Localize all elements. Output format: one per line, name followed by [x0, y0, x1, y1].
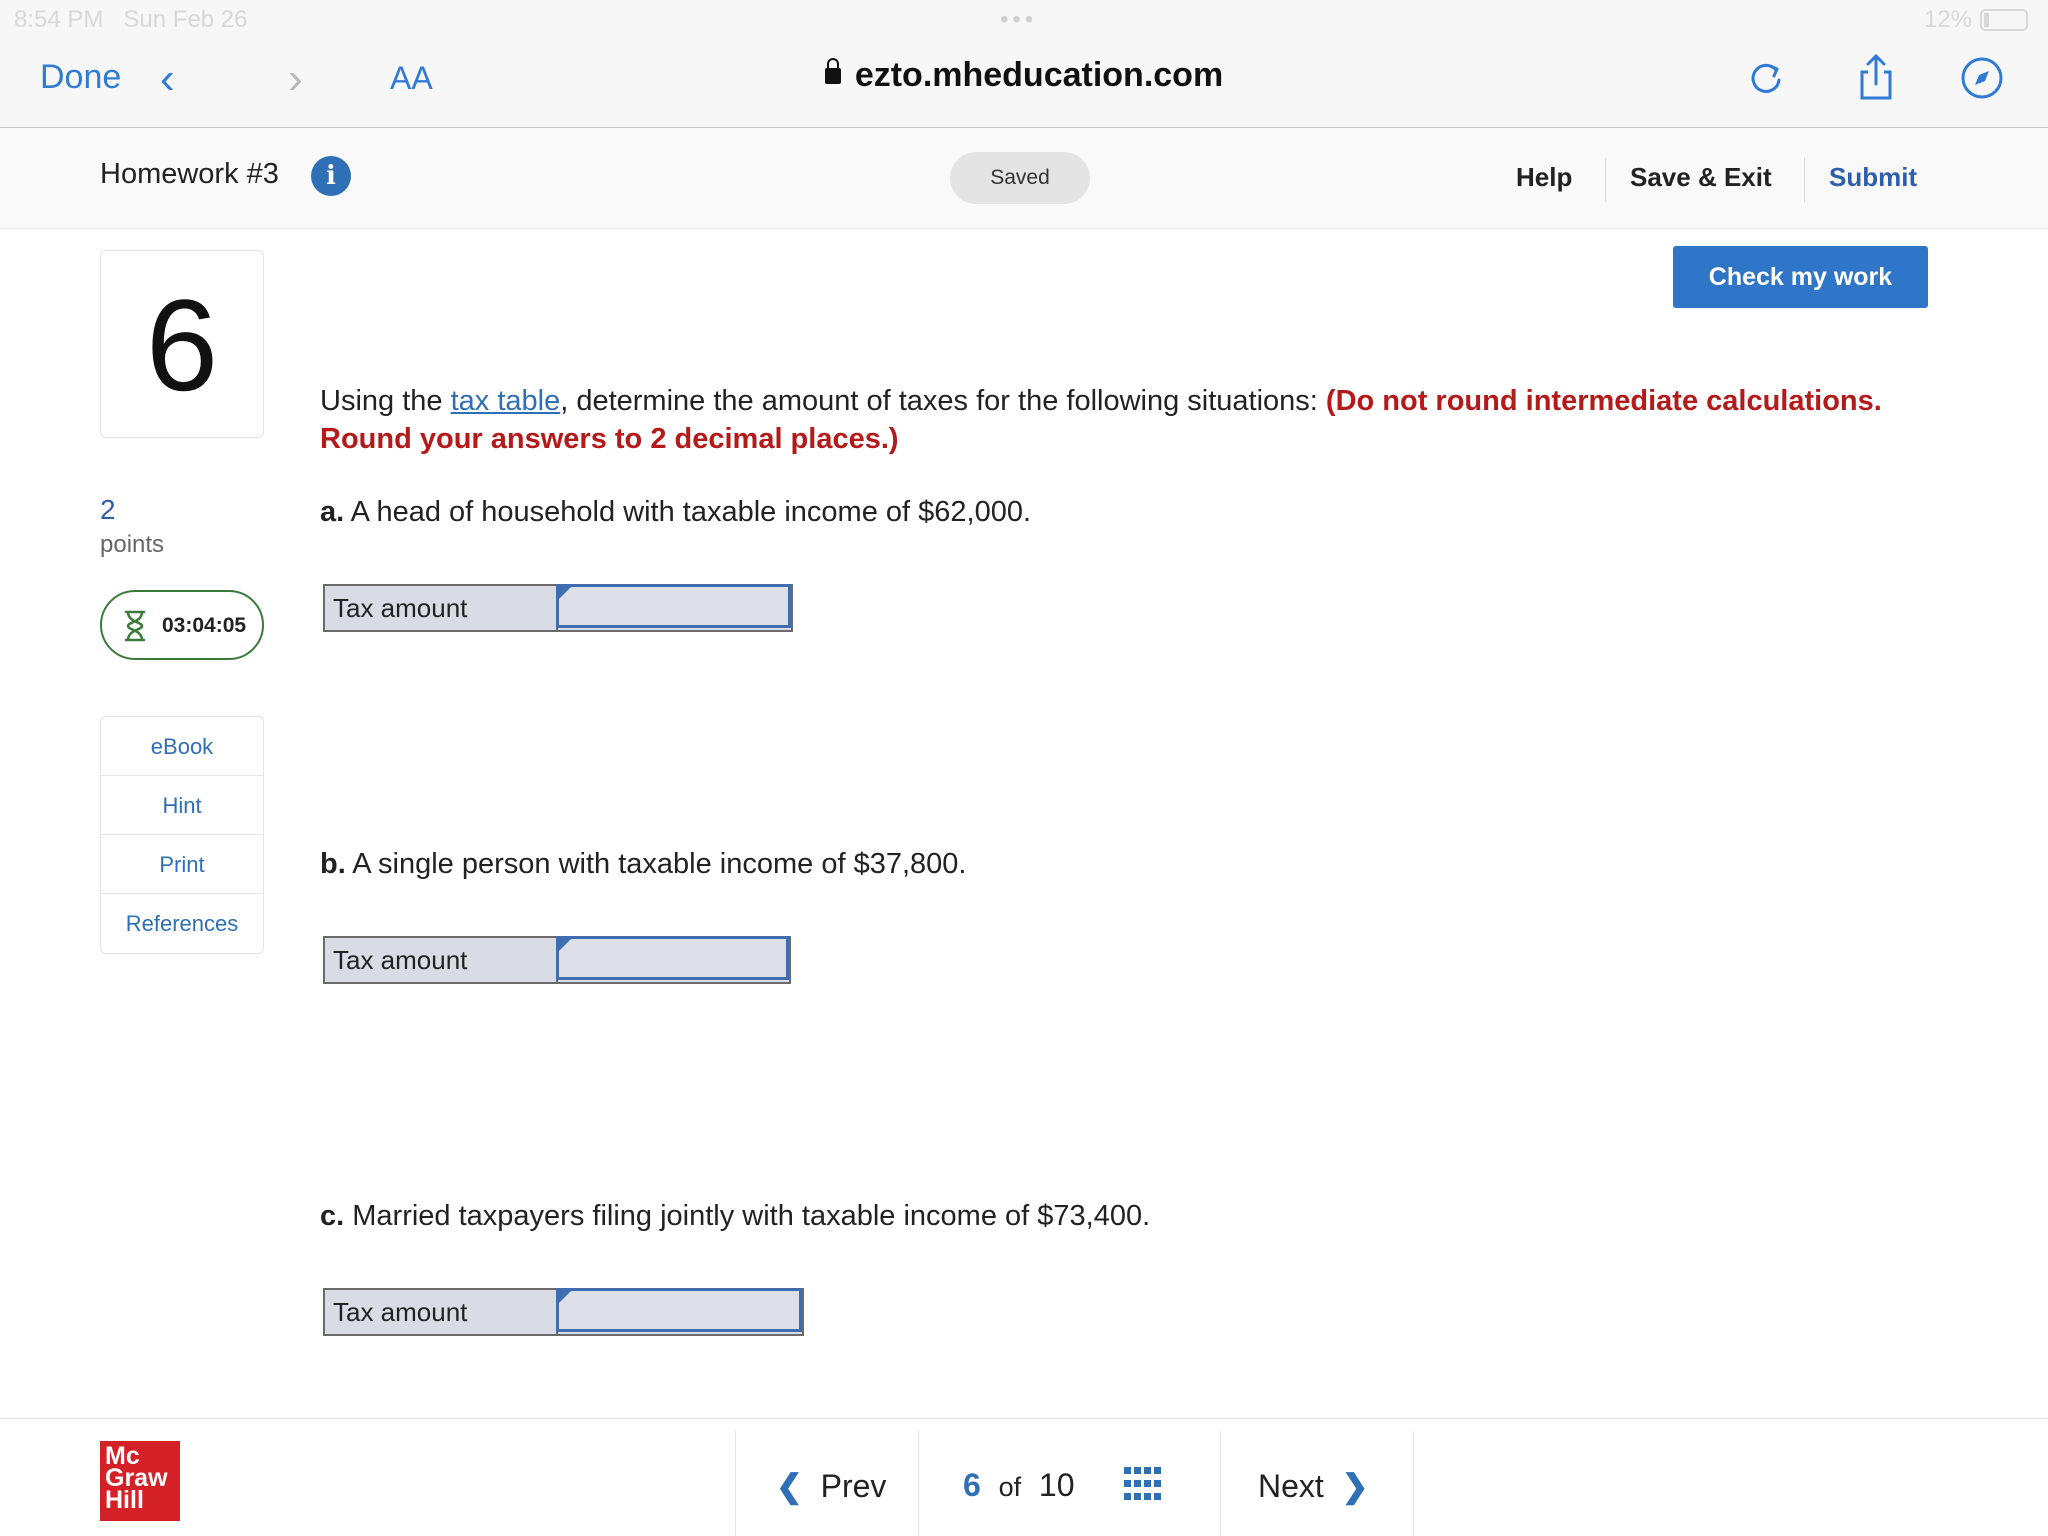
prev-label: Prev	[820, 1468, 887, 1504]
ebook-link[interactable]: eBook	[101, 717, 263, 776]
current-page: 6	[963, 1467, 981, 1503]
battery-icon	[1980, 9, 2028, 31]
compass-icon[interactable]	[1956, 52, 2008, 104]
status-right	[1924, 6, 2028, 34]
question-part-c	[320, 1200, 1150, 1233]
reload-icon[interactable]	[1740, 52, 1792, 104]
answer-label: Tax amount	[325, 586, 558, 630]
question-part-b	[320, 848, 966, 881]
timer-badge	[100, 590, 264, 660]
text-size-button[interactable]: AA	[390, 60, 433, 96]
status-bar	[0, 0, 2048, 40]
part-text: A single person with taxable income of $37,800.	[345, 848, 967, 880]
total-pages: 10	[1038, 1467, 1075, 1503]
assignment-title: Homework #3	[100, 158, 279, 190]
multitask-dots[interactable]: •••	[1000, 6, 1038, 33]
divider	[1220, 1431, 1221, 1536]
hourglass-icon	[122, 610, 148, 642]
save-exit-button[interactable]: Save & Exit	[1630, 162, 1772, 192]
status-date: Sun Feb 26	[123, 6, 248, 33]
next-button[interactable]	[1258, 1467, 1368, 1505]
question-instructions	[320, 382, 1920, 458]
tools-panel	[100, 716, 264, 954]
url-text: ezto.mheducation.com	[854, 56, 1224, 94]
answer-row-b	[323, 936, 791, 984]
divider	[1605, 158, 1606, 202]
footer	[0, 1418, 2048, 1536]
divider	[1804, 158, 1805, 202]
print-link[interactable]: Print	[101, 835, 263, 894]
answer-row-a	[323, 584, 793, 632]
tax-amount-input-c[interactable]	[556, 1288, 802, 1332]
lock-icon	[825, 68, 841, 84]
browser-toolbar	[0, 40, 2048, 128]
saved-status-badge: Saved	[950, 152, 1090, 204]
question-pager	[735, 1431, 1414, 1536]
grid-icon[interactable]	[1124, 1467, 1160, 1503]
part-text: Married taxpayers filing jointly with taxable income of $73,400.	[344, 1200, 1151, 1232]
answer-label: Tax amount	[325, 938, 558, 982]
answer-label: Tax amount	[325, 1290, 558, 1334]
next-label: Next	[1258, 1468, 1324, 1504]
tax-table-link[interactable]: tax table	[450, 385, 561, 417]
question-number: 6	[100, 250, 264, 438]
info-icon[interactable]: i	[311, 156, 351, 196]
status-time-date	[14, 6, 248, 34]
share-icon[interactable]	[1850, 52, 1902, 104]
back-icon[interactable]: ‹	[160, 54, 175, 103]
logo-line: Hill	[105, 1486, 144, 1514]
status-time: 8:54 PM	[14, 6, 104, 33]
part-letter: c.	[320, 1200, 345, 1232]
tax-amount-input-a[interactable]	[556, 584, 791, 628]
chevron-right-icon: ❯	[1341, 1468, 1369, 1504]
points-label: points	[100, 531, 165, 558]
mcgraw-hill-logo	[100, 1441, 180, 1521]
done-button[interactable]: Done	[40, 58, 122, 96]
timer-text: 03:04:05	[162, 614, 247, 637]
page-indicator[interactable]	[963, 1467, 1074, 1504]
part-text: A head of household with taxable income of $62,000.	[344, 496, 1032, 528]
instructions-text: Using the	[320, 385, 451, 417]
page-of: of	[998, 1472, 1022, 1502]
chevron-left-icon: ❮	[776, 1468, 803, 1504]
part-letter: b.	[320, 848, 346, 880]
part-letter: a.	[320, 496, 345, 528]
logo-line: Graw	[105, 1464, 168, 1492]
forward-icon[interactable]: ›	[288, 54, 303, 103]
help-button[interactable]: Help	[1516, 162, 1573, 192]
references-link[interactable]: References	[125, 911, 239, 936]
logo-line: Mc	[105, 1442, 140, 1470]
answer-row-c	[323, 1288, 804, 1336]
rounding-warning: (Do not round intermediate calculations. Round your answers to 2 decimal places.)	[320, 385, 1882, 455]
points-value: 2	[100, 494, 116, 525]
divider	[918, 1431, 919, 1536]
battery-percent: 12%	[1923, 6, 1972, 33]
submit-button[interactable]: Submit	[1829, 162, 1918, 192]
question-part-a	[320, 496, 1031, 529]
assignment-header	[0, 128, 2048, 229]
prev-button[interactable]	[776, 1467, 886, 1505]
instructions-text: , determine the amount of taxes for the following situations:	[560, 385, 1326, 417]
hint-link[interactable]: Hint	[101, 776, 263, 835]
tax-amount-input-b[interactable]	[556, 936, 789, 980]
check-my-work-button[interactable]: Check my work	[1673, 246, 1928, 308]
